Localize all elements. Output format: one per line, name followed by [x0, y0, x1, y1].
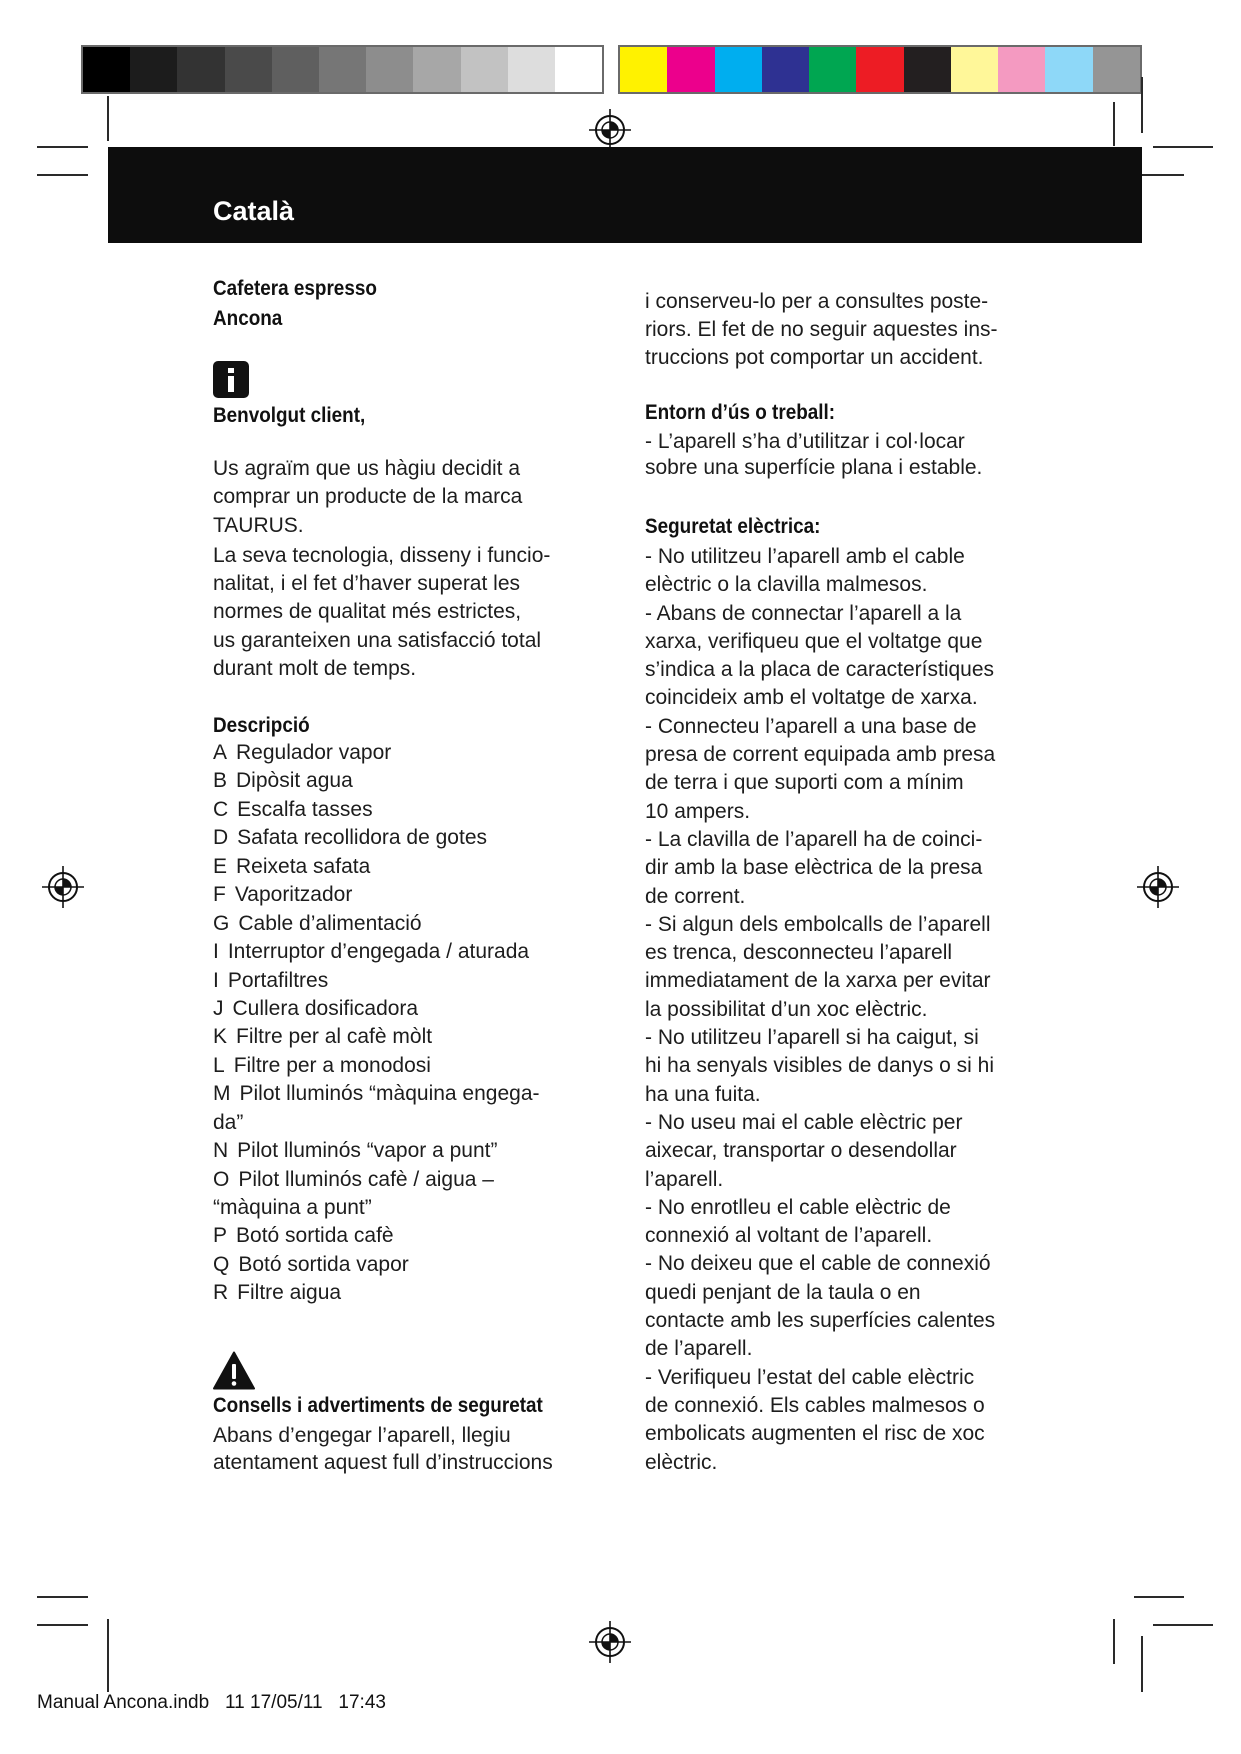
paragraph-line: ha una fuita. [645, 1082, 761, 1106]
intro-paragraph [213, 455, 522, 540]
paragraph-line: - Connecteu l’aparell a una base de [645, 714, 977, 738]
item-letter: I [213, 940, 219, 964]
paragraph-line: i conserveu-lo per a consultes poste- [645, 290, 989, 313]
paragraph-line: s’indica a la placa de característiques [645, 658, 995, 682]
registration-mark-icon [588, 1620, 632, 1664]
list-item [213, 1166, 540, 1194]
print-slug: Manual Ancona.indb 11 17/05/11 17:43 [37, 1692, 386, 1713]
electrical-safety-text [645, 543, 995, 1477]
color-swatch [762, 47, 809, 92]
item-label: Escalfa tasses [237, 797, 373, 821]
color-swatch [508, 47, 555, 92]
color-swatch [809, 47, 856, 92]
color-swatch [620, 47, 667, 92]
paragraph-line: durant molt de temps. [213, 656, 417, 680]
crop-mark [37, 174, 88, 176]
language-header-band [108, 147, 1142, 243]
color-swatch [715, 47, 762, 92]
item-letter: O [213, 1167, 230, 1191]
item-label: Portafiltres [227, 968, 329, 992]
item-label: Filtre per al cafè mòlt [236, 1025, 433, 1049]
product-title [213, 274, 377, 334]
list-item [213, 967, 540, 995]
list-item [213, 1052, 540, 1080]
paragraph-line: quedi penjant de la taula o en [645, 1280, 921, 1304]
paragraph-line: es trenca, desconnecteu l’aparell [645, 941, 953, 965]
item-label: Pilot lluminós “vapor a punt” [237, 1139, 498, 1163]
paragraph-line: normes de qualitat més estrictes, [213, 600, 522, 624]
item-label: Botó sortida vapor [238, 1252, 409, 1276]
paragraph-line: - No utilitzeu l’aparell si ha caigut, si [645, 1026, 979, 1050]
color-swatch [904, 47, 951, 92]
item-letter: C [213, 797, 229, 821]
color-swatch [413, 47, 460, 92]
crop-mark [1113, 102, 1115, 146]
crop-mark [107, 1619, 109, 1692]
paragraph-line: sobre una superfície plana i estable. [645, 456, 983, 479]
warning-icon [213, 1351, 255, 1390]
paragraph-line: la possibilitat d’un xoc elèctric. [645, 997, 928, 1021]
list-item [213, 853, 540, 881]
grayscale-color-bar [81, 45, 604, 94]
paragraph-line: de terra i que suporti com a mínim [645, 771, 964, 795]
item-letter: Q [213, 1252, 230, 1276]
crop-mark [1141, 1636, 1143, 1692]
paragraph-line: Abans d’engegar l’aparell, llegiu [213, 1424, 511, 1447]
paragraph-line: de connexió. Els cables malmesos o [645, 1393, 985, 1417]
item-label: Filtre per a monodosi [233, 1053, 431, 1077]
paragraph-line: de l’aparell. [645, 1337, 753, 1361]
item-label: Vaporitzador [234, 883, 353, 907]
paragraph-line: - No utilitzeu l’aparell amb el cable [645, 545, 965, 568]
process-color-bar [618, 45, 1142, 94]
greeting: Benvolgut client, [213, 404, 366, 427]
crop-mark [37, 1596, 88, 1598]
crop-mark [1153, 146, 1213, 148]
item-letter: J [213, 996, 224, 1020]
paragraph-line: presa de corrent equipada amb presa [645, 743, 996, 767]
color-swatch [856, 47, 903, 92]
color-swatch [555, 47, 602, 92]
crop-mark [1141, 77, 1143, 133]
item-letter: P [213, 1224, 228, 1248]
crop-mark [37, 1624, 88, 1626]
item-letter: F [213, 883, 226, 907]
item-letter: D [213, 826, 229, 850]
crop-mark [107, 96, 109, 141]
color-swatch [1045, 47, 1092, 92]
safety-paragraph [213, 1422, 553, 1476]
list-item [213, 767, 540, 795]
item-letter: E [213, 854, 228, 878]
list-item [213, 881, 540, 909]
item-letter: R [213, 1281, 229, 1305]
item-label: Filtre aigua [237, 1281, 342, 1305]
list-item [213, 1137, 540, 1165]
item-letter: N [213, 1139, 229, 1163]
item-letter: L [213, 1053, 225, 1077]
paragraph-line: - No useu mai el cable elèctric per [645, 1110, 963, 1134]
paragraph-line: atentament aquest full d’instruccions [213, 1451, 553, 1474]
item-label: Dipòsit agua [236, 769, 353, 793]
description-heading: Descripció [213, 714, 310, 737]
paragraph-line: Us agraïm que us hàgiu decidit a [213, 457, 521, 480]
intro-paragraph [213, 542, 550, 683]
item-letter: A [213, 741, 228, 764]
color-swatch [1093, 47, 1140, 92]
item-letter: M [213, 1082, 231, 1106]
safety-heading: Consells i advertiments de seguretat [213, 1394, 543, 1417]
item-label: Safata recollidora de gotes [237, 826, 487, 850]
paragraph-line: nalitat, i el fet d’haver superat les [213, 572, 521, 596]
color-swatch [130, 47, 177, 92]
paragraph-line: elèctric o la clavilla malmesos. [645, 573, 928, 597]
registration-mark-icon [41, 865, 85, 909]
paragraph-line: riors. El fet de no seguir aquestes ins- [645, 318, 998, 342]
paragraph-line: connexió al voltant de l’aparell. [645, 1224, 933, 1248]
description-list [213, 739, 540, 1308]
item-letter: K [213, 1025, 228, 1049]
item-label: Interruptor d’engegada / aturada [227, 940, 530, 964]
color-swatch [319, 47, 366, 92]
list-item [213, 1251, 540, 1279]
item-label: Cullera dosificadora [232, 996, 419, 1020]
product-title-line: Cafetera espresso [213, 277, 377, 300]
paragraph-line: aixecar, transportar o desendollar [645, 1139, 957, 1163]
color-swatch [667, 47, 714, 92]
paragraph-line: - L’aparell s’ha d’utilitzar i col·locar [645, 430, 965, 453]
paragraph-line: dir amb la base elèctrica de la presa [645, 856, 983, 880]
color-swatch [177, 47, 224, 92]
list-item [213, 1080, 540, 1108]
product-title-line: Ancona [213, 307, 283, 330]
list-item [213, 1023, 540, 1051]
paragraph-line: - No enrotlleu el cable elèctric de [645, 1195, 951, 1219]
list-item-continuation: da” [213, 1110, 244, 1134]
paragraph-line: - No deixeu que el cable de connexió [645, 1252, 991, 1276]
list-item [213, 796, 540, 824]
list-item [213, 995, 540, 1023]
crop-mark [37, 146, 88, 148]
item-label: Pilot lluminós cafè / aigua – [238, 1167, 494, 1191]
paragraph-line: - La clavilla de l’aparell ha de coinci- [645, 827, 983, 851]
crop-mark [1113, 1619, 1115, 1664]
language-title: Català [213, 196, 295, 226]
paragraph-line: - Verifiqueu l’estat del cable elèctric [645, 1365, 975, 1389]
paragraph-line: us garanteixen una satisfacció total [213, 628, 542, 652]
paragraph-line: La seva tecnologia, disseny i funcio- [213, 544, 551, 567]
paragraph-line: embolicats augmenten el risc de xoc [645, 1422, 985, 1446]
paragraph-line: coincideix amb el voltatge de xarxa. [645, 686, 978, 710]
paragraph-line: l’aparell. [645, 1167, 724, 1191]
color-swatch [998, 47, 1045, 92]
paragraph-line: xarxa, verifiqueu que el voltatge que [645, 629, 983, 653]
paragraph-line: 10 ampers. [645, 799, 751, 823]
color-swatch [951, 47, 998, 92]
list-item-continuation: “màquina a punt” [213, 1196, 372, 1219]
paragraph-line: - Abans de connectar l’aparell a la [645, 601, 962, 625]
paragraph-line: elèctric. [645, 1450, 718, 1474]
list-item [213, 824, 540, 852]
item-label: Botó sortida cafè [236, 1224, 394, 1248]
registration-mark-icon [1136, 865, 1180, 909]
color-swatch [366, 47, 413, 92]
paragraph-line: de corrent. [645, 884, 746, 908]
info-icon [213, 361, 249, 398]
item-letter: I [213, 968, 219, 992]
color-swatch [272, 47, 319, 92]
color-swatch [225, 47, 272, 92]
paragraph-line: - Si algun dels embolcalls de l’aparell [645, 912, 991, 936]
item-label: Reixeta safata [236, 854, 371, 878]
list-item [213, 1279, 540, 1307]
list-item [213, 1222, 540, 1250]
item-label: Cable d’alimentació [238, 911, 422, 935]
list-item [213, 910, 540, 938]
electrical-safety-heading: Seguretat elèctrica: [645, 515, 821, 538]
paragraph-line: immediatament de la xarxa per evitar [645, 969, 991, 993]
paragraph-line: hi ha senyals visibles de danys o si hi [645, 1054, 995, 1078]
crop-mark [1153, 1624, 1213, 1626]
item-letter: G [213, 911, 230, 935]
usage-environment-heading: Entorn d’ús o treball: [645, 401, 836, 424]
item-letter: B [213, 769, 228, 793]
item-label: Regulador vapor [236, 741, 392, 764]
usage-environment-text [645, 429, 982, 481]
crop-mark [1134, 1596, 1184, 1598]
paragraph-line: truccions pot comportar un accident. [645, 346, 984, 370]
color-swatch [461, 47, 508, 92]
list-item [213, 938, 540, 966]
continued-paragraph [645, 288, 998, 373]
item-label: Pilot lluminós “màquina engega- [239, 1082, 540, 1106]
paragraph-line: contacte amb les superfícies calentes [645, 1309, 996, 1333]
registration-mark-icon [588, 108, 632, 152]
list-item [213, 739, 540, 767]
paragraph-line: TAURUS. [213, 513, 304, 537]
paragraph-line: comprar un producte de la marca [213, 485, 523, 509]
color-swatch [83, 47, 130, 92]
